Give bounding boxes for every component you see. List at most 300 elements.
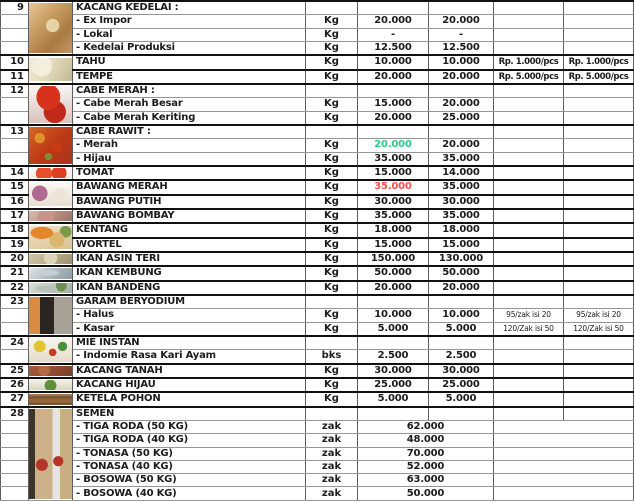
table-row (1, 15, 634, 28)
table-row (1, 41, 634, 55)
unit-cell: Kg (306, 180, 358, 194)
price2-cell (429, 84, 494, 98)
merged-price-cell: 50.000 (358, 487, 494, 500)
note1-cell (494, 15, 564, 28)
cement-photo (29, 409, 72, 499)
unit-cell: Kg (306, 166, 358, 180)
price1-cell: 30.000 (358, 364, 429, 378)
product-image-cell (29, 223, 73, 252)
price1-cell: 15.000 (358, 238, 429, 252)
table-row (1, 111, 634, 125)
table-row (1, 295, 634, 309)
item-name: - Indomie Rasa Kari Ayam (73, 350, 306, 364)
row-number (1, 111, 29, 125)
row-number (1, 139, 29, 152)
price1-cell: - (358, 28, 429, 41)
note1-cell (494, 125, 564, 139)
note2-cell (564, 111, 634, 125)
price2-cell (429, 1, 494, 15)
item-name: IKAN BANDENG (73, 281, 306, 295)
row-number (1, 487, 29, 500)
item-name: - TONASA (50 KG) (73, 447, 306, 460)
note2-cell (564, 252, 634, 266)
note1-cell (494, 364, 564, 378)
note1-cell (494, 350, 564, 364)
unit-cell: Kg (306, 238, 358, 252)
row-number (1, 309, 29, 322)
note2-cell (564, 295, 634, 309)
price1-cell: 2.500 (358, 350, 429, 364)
price2-cell: 20.000 (429, 139, 494, 152)
row-number (1, 474, 29, 487)
price2-cell: 2.500 (429, 350, 494, 364)
item-name: KETELA POHON (73, 392, 306, 406)
unit-cell: zak (306, 487, 358, 500)
note1-cell (494, 378, 564, 392)
price2-cell: 15.000 (429, 238, 494, 252)
note2-cell: Rp. 5.000/pcs (564, 70, 634, 84)
merged-note-cell (494, 434, 634, 447)
row-number: 23 (1, 295, 29, 309)
table-row (1, 407, 634, 421)
price1-cell: 15.000 (358, 166, 429, 180)
soybeans-photo (29, 3, 72, 53)
note2-cell (564, 98, 634, 111)
product-image-cell (29, 166, 73, 180)
table-row (1, 460, 634, 473)
item-name: BAWANG MERAH (73, 180, 306, 194)
merged-note-cell (494, 420, 634, 433)
price2-cell: 14.000 (429, 166, 494, 180)
item-name: MIE INSTAN (73, 336, 306, 350)
price1-cell: 35.000 (358, 180, 429, 194)
row-number: 16 (1, 195, 29, 209)
note1-cell (494, 84, 564, 98)
note1-cell (494, 98, 564, 111)
table-row (1, 474, 634, 487)
item-name: - TIGA RODA (40 KG) (73, 434, 306, 447)
price1-cell: 18.000 (358, 223, 429, 237)
merged-note-cell (494, 487, 634, 500)
note1-cell (494, 28, 564, 41)
table-row (1, 487, 634, 500)
salt-photo (29, 297, 72, 334)
unit-cell: zak (306, 434, 358, 447)
note2-cell (564, 15, 634, 28)
price2-cell: 20.000 (429, 98, 494, 111)
product-image-cell (29, 209, 73, 223)
unit-cell: zak (306, 474, 358, 487)
note1-cell (494, 238, 564, 252)
price1-cell: 10.000 (358, 309, 429, 322)
item-name: TAHU (73, 55, 306, 69)
note2-cell (564, 209, 634, 223)
unit-cell (306, 125, 358, 139)
note1-cell (494, 41, 564, 55)
unit-cell: zak (306, 447, 358, 460)
item-name: CABE RAWIT : (73, 125, 306, 139)
item-name: - TONASA (40 KG) (73, 460, 306, 473)
table-row (1, 434, 634, 447)
unit-cell: Kg (306, 111, 358, 125)
note1-cell (494, 111, 564, 125)
item-name: CABE MERAH : (73, 84, 306, 98)
row-number (1, 460, 29, 473)
price2-cell: 5.000 (429, 392, 494, 406)
unit-cell: Kg (306, 152, 358, 166)
price2-cell: 50.000 (429, 266, 494, 280)
price1-cell: 20.000 (358, 70, 429, 84)
product-image-cell (29, 392, 73, 406)
row-number: 21 (1, 266, 29, 280)
table-row (1, 98, 634, 111)
price1-cell: 20.000 (358, 281, 429, 295)
product-image-cell (29, 1, 73, 55)
row-number: 12 (1, 84, 29, 98)
row-number: 14 (1, 166, 29, 180)
table-row (1, 252, 634, 266)
unit-cell: zak (306, 460, 358, 473)
item-name: IKAN KEMBUNG (73, 266, 306, 280)
price1-cell: 15.000 (358, 98, 429, 111)
table-row (1, 350, 634, 364)
cassava-photo (29, 394, 72, 404)
item-name: - Halus (73, 309, 306, 322)
instant-noodle-photo (29, 338, 72, 362)
price2-cell: 10.000 (429, 55, 494, 69)
row-number (1, 420, 29, 433)
unit-cell: Kg (306, 70, 358, 84)
note2-cell (564, 223, 634, 237)
item-name: - Cabe Merah Keriting (73, 111, 306, 125)
unit-cell: bks (306, 350, 358, 364)
price1-cell: 30.000 (358, 195, 429, 209)
unit-cell: Kg (306, 139, 358, 152)
note1-cell (494, 392, 564, 406)
table-row (1, 125, 634, 139)
price2-cell (429, 295, 494, 309)
unit-cell: Kg (306, 209, 358, 223)
note2-cell: Rp. 1.000/pcs (564, 55, 634, 69)
note2-cell (564, 180, 634, 194)
merged-price-cell: 52.000 (358, 460, 494, 473)
row-number: 10 (1, 55, 29, 69)
note2-cell (564, 84, 634, 98)
item-name: TOMAT (73, 166, 306, 180)
note1-cell: Rp. 1.000/pcs (494, 55, 564, 69)
item-name: - TIGA RODA (50 KG) (73, 420, 306, 433)
row-number: 11 (1, 70, 29, 84)
price2-cell: 35.000 (429, 180, 494, 194)
note1-cell: 95/zak isi 20 (494, 309, 564, 322)
merged-price-cell: 48.000 (358, 434, 494, 447)
unit-cell: Kg (306, 28, 358, 41)
row-number (1, 322, 29, 336)
note1-cell (494, 266, 564, 280)
note1-cell (494, 407, 564, 421)
product-image-cell (29, 125, 73, 166)
note2-cell (564, 350, 634, 364)
table-row (1, 309, 634, 322)
price1-cell: 35.000 (358, 152, 429, 166)
price2-cell (429, 125, 494, 139)
price1-cell: 12.500 (358, 41, 429, 55)
merged-price-cell: 62.000 (358, 420, 494, 433)
price1-cell (358, 1, 429, 15)
row-number: 26 (1, 378, 29, 392)
product-image-cell (29, 55, 73, 84)
carrot-potato-photo (29, 226, 72, 250)
table-row (1, 84, 634, 98)
tofu-photo (29, 58, 72, 82)
note1-cell: Rp. 5.000/pcs (494, 70, 564, 84)
milkfish-photo (29, 283, 72, 293)
table-row (1, 166, 634, 180)
unit-cell: Kg (306, 378, 358, 392)
table-row (1, 223, 634, 237)
note2-cell (564, 41, 634, 55)
price2-cell: 130.000 (429, 252, 494, 266)
note1-cell (494, 166, 564, 180)
unit-cell: Kg (306, 266, 358, 280)
price1-cell: 5.000 (358, 392, 429, 406)
row-number: 27 (1, 392, 29, 406)
unit-cell: Kg (306, 55, 358, 69)
row-number: 9 (1, 1, 29, 15)
price2-cell: 35.000 (429, 152, 494, 166)
table-row (1, 70, 634, 84)
note2-cell: 120/Zak isi 50 (564, 322, 634, 336)
unit-cell: Kg (306, 98, 358, 111)
product-image-cell (29, 407, 73, 501)
product-image-cell (29, 84, 73, 125)
price1-cell: 150.000 (358, 252, 429, 266)
price1-cell: 25.000 (358, 378, 429, 392)
price2-cell (429, 336, 494, 350)
red-chili-photo (29, 86, 72, 123)
merged-note-cell (494, 447, 634, 460)
note1-cell (494, 223, 564, 237)
shallot-garlic-photo (29, 183, 72, 207)
note2-cell (564, 266, 634, 280)
product-image-cell (29, 266, 73, 280)
price2-cell: 5.000 (429, 322, 494, 336)
merged-price-cell: 70.000 (358, 447, 494, 460)
bombay-onion-photo (29, 211, 72, 221)
table-row (1, 447, 634, 460)
price1-cell (358, 125, 429, 139)
price1-cell: 20.000 (358, 111, 429, 125)
unit-cell: Kg (306, 392, 358, 406)
unit-cell: Kg (306, 223, 358, 237)
note2-cell: 95/zak isi 20 (564, 309, 634, 322)
table-row (1, 152, 634, 166)
product-image-cell (29, 252, 73, 266)
price1-cell (358, 295, 429, 309)
item-name: GARAM BERYODIUM (73, 295, 306, 309)
note2-cell (564, 166, 634, 180)
price2-cell: 25.000 (429, 111, 494, 125)
table-row (1, 266, 634, 280)
price-table-body (1, 1, 634, 500)
row-number (1, 447, 29, 460)
note2-cell (564, 378, 634, 392)
price1-cell: 35.000 (358, 209, 429, 223)
row-number: 19 (1, 238, 29, 252)
row-number (1, 350, 29, 364)
price2-cell: - (429, 28, 494, 41)
note2-cell (564, 139, 634, 152)
mackerel-photo (29, 268, 72, 278)
item-name: - BOSOWA (50 KG) (73, 474, 306, 487)
unit-cell: Kg (306, 15, 358, 28)
table-row (1, 180, 634, 194)
note2-cell (564, 407, 634, 421)
row-number (1, 434, 29, 447)
price2-cell: 25.000 (429, 378, 494, 392)
item-name: SEMEN (73, 407, 306, 421)
note2-cell (564, 152, 634, 166)
item-name: KACANG KEDELAI : (73, 1, 306, 15)
merged-price-cell: 63.000 (358, 474, 494, 487)
merged-note-cell (494, 474, 634, 487)
table-row (1, 1, 634, 15)
price1-cell (358, 407, 429, 421)
table-row (1, 420, 634, 433)
note1-cell (494, 281, 564, 295)
row-number (1, 28, 29, 41)
item-name: BAWANG BOMBAY (73, 209, 306, 223)
row-number (1, 152, 29, 166)
item-name: - Merah (73, 139, 306, 152)
product-image-cell (29, 281, 73, 295)
price2-cell: 30.000 (429, 195, 494, 209)
note2-cell (564, 1, 634, 15)
note2-cell (564, 195, 634, 209)
product-image-cell (29, 378, 73, 392)
note1-cell (494, 252, 564, 266)
price1-cell (358, 84, 429, 98)
product-image-cell (29, 295, 73, 336)
unit-cell (306, 295, 358, 309)
row-number: 25 (1, 364, 29, 378)
row-number (1, 41, 29, 55)
item-name: - Cabe Merah Besar (73, 98, 306, 111)
price1-cell (358, 336, 429, 350)
row-number: 13 (1, 125, 29, 139)
tomato-photo (29, 168, 72, 178)
anchovy-photo (29, 254, 72, 264)
price2-cell: 30.000 (429, 364, 494, 378)
item-name: BAWANG PUTIH (73, 195, 306, 209)
row-number: 15 (1, 180, 29, 194)
table-row (1, 336, 634, 350)
row-number (1, 98, 29, 111)
row-number: 20 (1, 252, 29, 266)
table-row (1, 195, 634, 209)
row-number (1, 15, 29, 28)
row-number: 18 (1, 223, 29, 237)
unit-cell (306, 407, 358, 421)
unit-cell: Kg (306, 195, 358, 209)
item-name: IKAN ASIN TERI (73, 252, 306, 266)
mung-bean-photo (29, 380, 72, 390)
note1-cell (494, 295, 564, 309)
merged-note-cell (494, 460, 634, 473)
unit-cell (306, 336, 358, 350)
table-row (1, 238, 634, 252)
note2-cell (564, 125, 634, 139)
item-name: TEMPE (73, 70, 306, 84)
note2-cell (564, 238, 634, 252)
item-name: WORTEL (73, 238, 306, 252)
table-row (1, 392, 634, 406)
table-row (1, 378, 634, 392)
unit-cell: zak (306, 420, 358, 433)
note2-cell (564, 281, 634, 295)
row-number: 24 (1, 336, 29, 350)
price2-cell: 20.000 (429, 70, 494, 84)
product-image-cell (29, 336, 73, 364)
note1-cell (494, 180, 564, 194)
table-row (1, 281, 634, 295)
item-name: KACANG TANAH (73, 364, 306, 378)
note2-cell (564, 28, 634, 41)
item-name: - Kedelai Produksi (73, 41, 306, 55)
price1-cell: 20.000 (358, 15, 429, 28)
table-row (1, 209, 634, 223)
unit-cell: Kg (306, 322, 358, 336)
item-name: - Hijau (73, 152, 306, 166)
note2-cell (564, 336, 634, 350)
unit-cell: Kg (306, 41, 358, 55)
note2-cell (564, 392, 634, 406)
price2-cell (429, 407, 494, 421)
price1-cell: 10.000 (358, 55, 429, 69)
cabe-rawit-photo (29, 127, 72, 164)
table-row (1, 28, 634, 41)
price2-cell: 35.000 (429, 209, 494, 223)
unit-cell: Kg (306, 364, 358, 378)
note1-cell: 120/Zak isi 50 (494, 322, 564, 336)
table-row (1, 322, 634, 336)
price1-cell: 50.000 (358, 266, 429, 280)
item-name: KACANG HIJAU (73, 378, 306, 392)
unit-cell: Kg (306, 252, 358, 266)
note2-cell (564, 364, 634, 378)
note1-cell (494, 1, 564, 15)
table-row (1, 364, 634, 378)
product-image-cell (29, 180, 73, 209)
item-name: - Kasar (73, 322, 306, 336)
price1-cell: 20.000 (358, 139, 429, 152)
row-number: 28 (1, 407, 29, 421)
item-name: - BOSOWA (40 KG) (73, 487, 306, 500)
table-row (1, 139, 634, 152)
note1-cell (494, 209, 564, 223)
item-name: KENTANG (73, 223, 306, 237)
table-row (1, 55, 634, 69)
note1-cell (494, 336, 564, 350)
unit-cell (306, 1, 358, 15)
note1-cell (494, 195, 564, 209)
unit-cell (306, 84, 358, 98)
row-number: 17 (1, 209, 29, 223)
peanut-photo (29, 366, 72, 376)
note1-cell (494, 139, 564, 152)
price2-cell: 12.500 (429, 41, 494, 55)
price2-cell: 18.000 (429, 223, 494, 237)
